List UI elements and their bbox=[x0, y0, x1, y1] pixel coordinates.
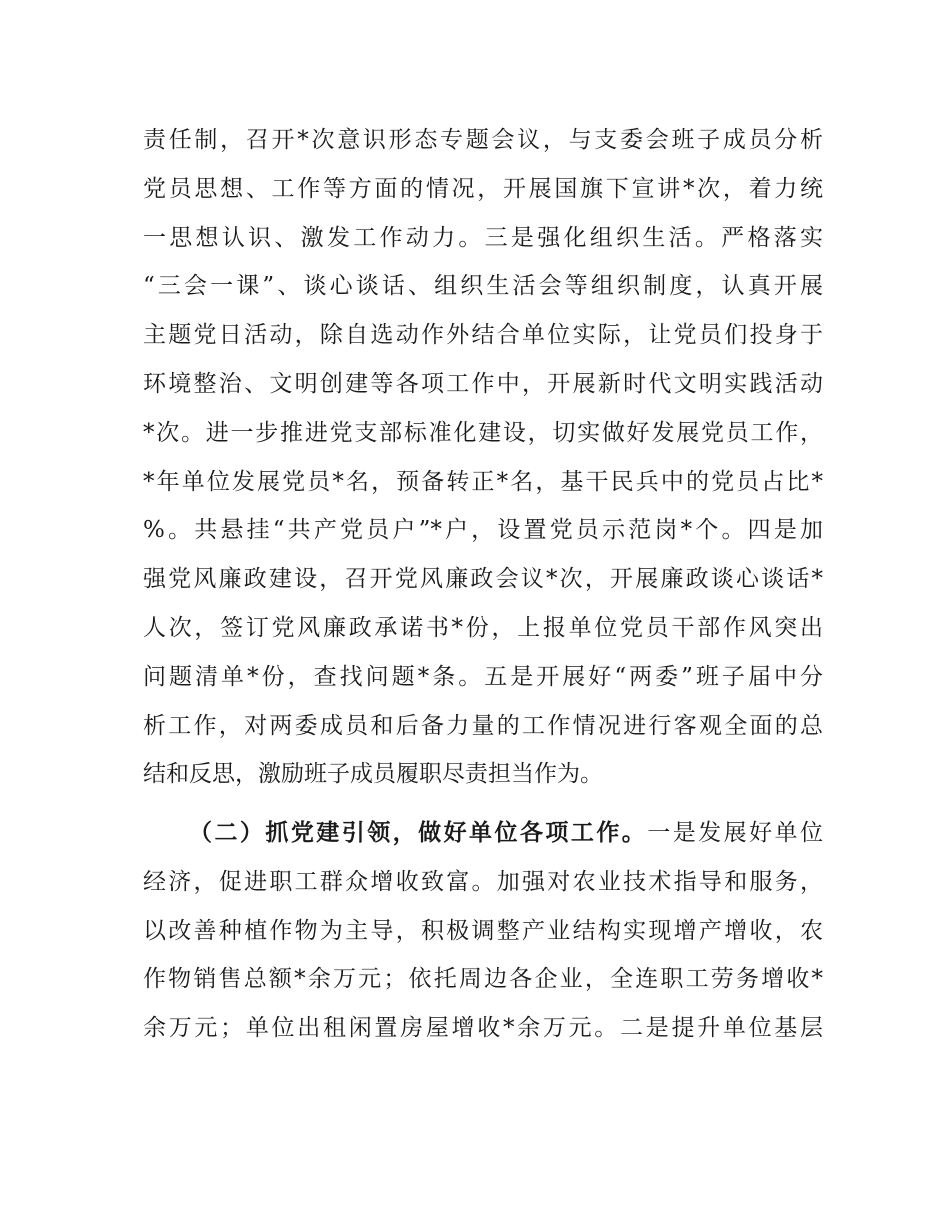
text-line: 环境整治、文明创建等各项工作中，开展新时代文明实践活动 bbox=[143, 370, 823, 397]
text-line: 结和反思，激励班子成员履职尽责担当作为。 bbox=[143, 761, 603, 788]
heading-line-rest: 一是发展好单位 bbox=[647, 820, 824, 846]
section-heading: （二）抓党建引领，做好单位各项工作。 bbox=[189, 819, 648, 846]
text-line: 责任制，召开*次意识形态专题会议，与支委会班子成员分析 bbox=[143, 127, 823, 153]
text-line: 一思想认识、激发工作动力。三是强化组织生活。严格落实 bbox=[143, 224, 823, 251]
body-paragraph-1 bbox=[143, 116, 823, 799]
text-line: 以改善种植作物为主导，积极调整产业结构实现增产增收，农 bbox=[143, 917, 823, 944]
text-line: *次。进一步推进党支部标准化建设，切实做好发展党员工作， bbox=[143, 419, 823, 446]
text-line: %。共悬挂“共产党员户”*户，设置党员示范岗*个。四是加 bbox=[143, 517, 823, 544]
text-line: 问题清单*份，查找问题*条。五是开展好“两委”班子届中分 bbox=[143, 663, 823, 690]
text-line: 经济，促进职工群众增收致富。加强对农业技术指导和服务， bbox=[143, 868, 823, 895]
body-paragraph-2 bbox=[143, 809, 823, 1053]
text-line: 强党风廉政建设，召开党风廉政会议*次，开展廉政谈心谈话* bbox=[143, 566, 823, 593]
text-line-with-heading bbox=[143, 809, 823, 858]
text-line: 党员思想、工作等方面的情况，开展国旗下宣讲*次，着力统 bbox=[143, 175, 823, 202]
text-line: 析工作，对两委成员和后备力量的工作情况进行客观全面的总 bbox=[143, 712, 823, 739]
text-line: “三会一课”、谈心谈话、组织生活会等组织制度，认真开展 bbox=[143, 273, 823, 300]
text-line: 人次，签订党风廉政承诺书*份，上报单位党员干部作风突出 bbox=[143, 614, 823, 641]
text-line: 主题党日活动，除自选动作外结合单位实际，让党员们投身于 bbox=[143, 322, 823, 349]
text-line: 作物销售总额*余万元；依托周边各企业，全连职工劳务增收* bbox=[143, 966, 823, 993]
text-line: *年单位发展党员*名，预备转正*名，基干民兵中的党员占比* bbox=[143, 468, 823, 495]
text-line: 余万元；单位出租闲置房屋增收*余万元。二是提升单位基层 bbox=[143, 1015, 823, 1042]
